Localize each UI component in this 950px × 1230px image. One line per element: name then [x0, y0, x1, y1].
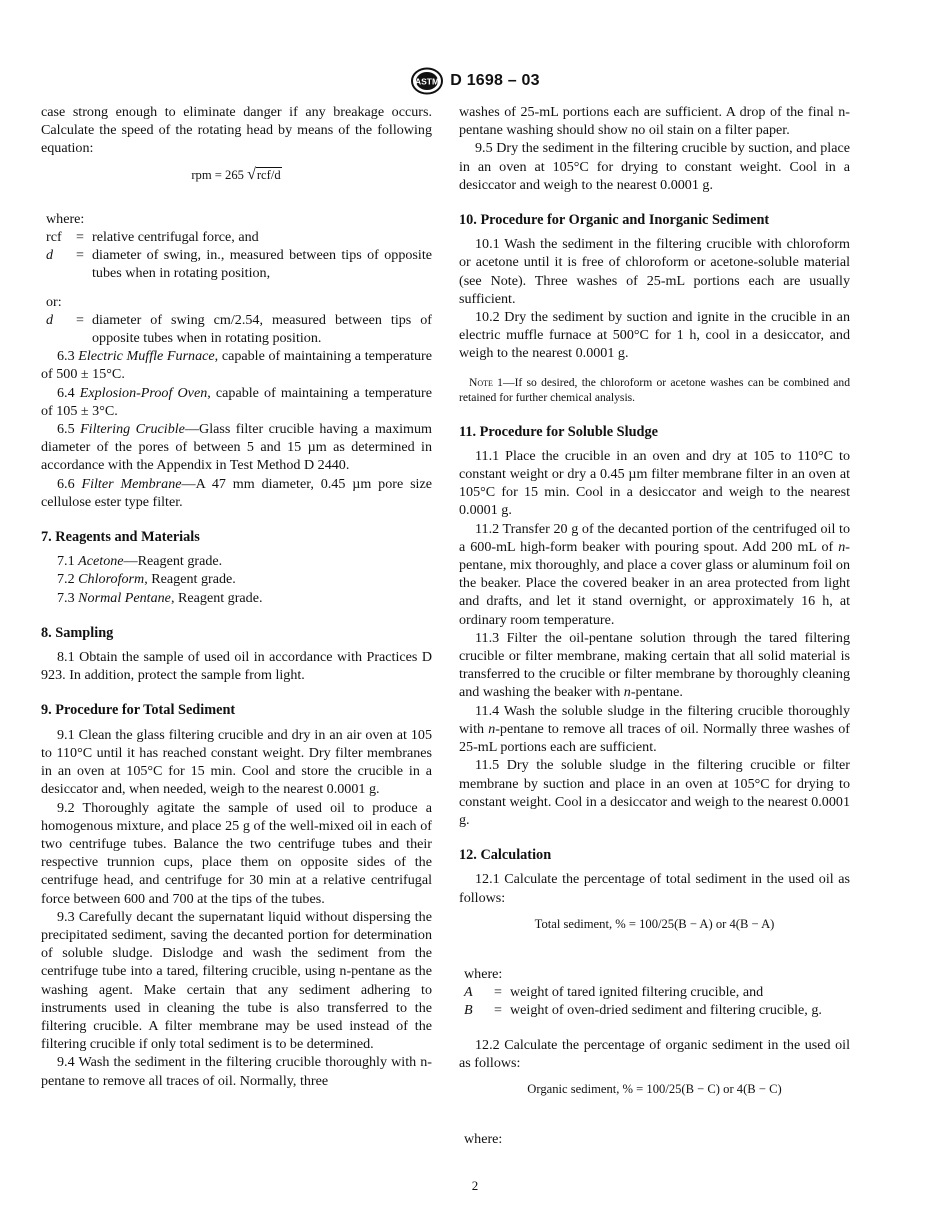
paragraph-12-1: 12.1 Calculate the percentage of total sediment in the used oil as follows:	[459, 871, 850, 906]
astm-logo-icon	[410, 67, 444, 95]
paragraph-11-2: 11.2 Transfer 20 g of the decanted portion of the centrifuged oil to a 600-mL high-form beaker with pouring spout. Add 200 mL of n-pentane, mix thoroughly, and place a cover glass or aluminum foil on the beaker. Place the covered beaker in an area protected from light and drafts, and let it stand overnight, or approximately 16 h, at ordinary room temperature.	[459, 520, 850, 628]
variable-definition: A = weight of tared ignited filtering crucible, and	[464, 984, 764, 1001]
paragraph-11-4: 11.4 Wash the soluble sludge in the filtering crucible thoroughly with n-pentane to remove all traces of oil. Normally three washes of 25-mL portions each are sufficient.	[459, 702, 850, 756]
equation-radicand: rcf/d	[256, 167, 281, 182]
paragraph-11-5: 11.5 Dry the soluble sludge in the filtering crucible or filter membrane by suction and place in an oven at 105°C for drying to constant weight. Cool in a desiccator and weigh to the nearest 0.0001 g.	[459, 757, 850, 828]
paragraph-6-6: 6.6 Filter Membrane—A 47 mm diameter, 0.45 µm pore size cellulose ester type filter.	[41, 475, 432, 510]
paragraph-7-1: 7.1 Acetone—Reagent grade.	[57, 553, 223, 570]
paragraph-12-2: 12.2 Calculate the percentage of organic sediment in the used oil as follows:	[459, 1036, 850, 1071]
paragraph-9-3: 9.3 Carefully decant the supernatant liquid without dispersing the precipitated sediment, saving the decanted portion for determination of soluble sludge. Dislodge and wash the sediment from the centrifuge tube into a tared, filtering crucible, using n-pentane as the washing agent. Make certain that any sediment adhering to instruments used in cleaning the tube is also transferred to the filtering crucible. A filter membrane may be used instead of the filtering crucible if only total sediment is to be determined.	[41, 908, 432, 1053]
paragraph-9-2: 9.2 Thoroughly agitate the sample of used oil to produce a homogenous mixture, and place 25 g of the well-mixed oil in each of two centrifuge tubes. Balance the two centrifuge tubes and their respective trunnion cups, place them on opposite sides of the centrifuge head, and centrifuge for 30 min at a relative centrifugal force between 600 and 700 at the tips of the tubes.	[41, 799, 432, 907]
paragraph-9-1: 9.1 Clean the glass filtering crucible and dry in an air oven at 105 to 110°C until it has reached constant weight. Dry filter membranes in an oven at 105°C for 15 min. Cool and store the crucible in a desiccator and, when needed, weigh to the nearest 0.0001 g.	[41, 726, 432, 798]
section-heading: 10. Procedure for Organic and Inorganic Sediment	[459, 212, 770, 229]
paragraph-9-5: 9.5 Dry the sediment in the filtering crucible by suction, and place in an oven at 105°C for drying to constant weight. Cool in a desiccator and weigh to the nearest 0.0001 g.	[459, 140, 850, 193]
variable-definition: d = diameter of swing cm/2.54, measured between tips of opposite tubes when in rotating position.	[46, 311, 432, 347]
organic-sediment-equation: Organic sediment, % = 100/25(B − C) or 4(B − C)	[527, 1081, 782, 1096]
designation: D 1698 – 03	[450, 72, 540, 89]
paragraph-8-1: 8.1 Obtain the sample of used oil in accordance with Practices D 923. In addition, protect the sample from light.	[41, 649, 432, 684]
section-heading: 12. Calculation	[459, 847, 552, 864]
where-label: where:	[464, 1131, 503, 1148]
left-column	[41, 103, 432, 1090]
where-label: where:	[46, 210, 85, 227]
logo-text: ASTM	[415, 76, 440, 87]
page-number: 2	[471, 1178, 479, 1193]
paragraph-11-1: 11.1 Place the crucible in an oven and dry at 105 to 110°C to constant weight or dry a 0.45 µm filter membrane filter in an oven at 105°C for 15 min. Cool in a desiccator and weigh to the nearest 0.0001 g.	[459, 447, 850, 519]
or-label: or:	[46, 293, 62, 310]
paragraph-7-3: 7.3 Normal Pentane, Reagent grade.	[57, 589, 263, 606]
paragraph-11-3: 11.3 Filter the oil-pentane solution through the tared filtering crucible or filter membrane, making certain that all solid material is transferred to the crucible or filter membrane by thoroughly cleaning and washing the beaker with n-pentane.	[459, 629, 850, 701]
section-heading: 7. Reagents and Materials	[41, 529, 200, 546]
paragraph-6-3: 6.3 Electric Muffle Furnace, capable of maintaining a temperature of 500 ± 15°C.	[41, 348, 432, 383]
section-heading: 11. Procedure for Soluble Sludge	[459, 423, 658, 440]
paragraph-7-2: 7.2 Chloroform, Reagent grade.	[57, 571, 236, 588]
variable-definition: B = weight of oven-dried sediment and filtering crucible, g.	[464, 1002, 822, 1019]
right-column	[459, 103, 850, 1148]
paragraph-10-1: 10.1 Wash the sediment in the filtering crucible with chloroform or acetone until it is free of chloroform or acetone-soluble material (see Note). Three washes of 25-mL portions each are usually sufficient.	[459, 236, 850, 307]
continued-text: washes of 25-mL portions each are sufficient. A drop of the final n-pentane washing should show no oil stain on a filter paper.	[459, 104, 850, 139]
paragraph-6-4: 6.4 Explosion-Proof Oven, capable of maintaining a temperature of 105 ± 3°C.	[41, 384, 432, 419]
section-heading: 8. Sampling	[41, 624, 114, 641]
paragraph-6-5: 6.5 Filtering Crucible—Glass filter crucible having a maximum diameter of the pores of between 5 and 15 µm as determined in accordance with the Appendix in Test Method D 2440.	[41, 421, 433, 474]
variable-definition: rcf = relative centrifugal force, and	[46, 229, 259, 246]
variable-definition: d = diameter of swing, in., measured between tips of opposite tubes when in rotating position,	[46, 247, 432, 282]
note-1: Note 1—If so desired, the chloroform or acetone washes can be combined and retained for further chemical analysis.	[459, 375, 850, 405]
section-heading: 9. Procedure for Total Sediment	[41, 702, 236, 719]
where-label: where:	[464, 965, 503, 982]
rpm-equation: rpm = 265 √rcf/d	[191, 165, 281, 183]
total-sediment-equation: Total sediment, % = 100/25(B − A) or 4(B − A)	[534, 916, 775, 931]
paragraph-9-4: 9.4 Wash the sediment in the filtering crucible thoroughly with n-pentane to remove all traces of oil. Normally, three	[41, 1054, 432, 1089]
paragraph-10-2: 10.2 Dry the sediment by suction and ignite in the crucible in an electric muffle furnace at 500°C for 1 h, cool in a desiccator, and weigh to the nearest 0.0001 g.	[459, 309, 850, 362]
page-header	[0, 66, 950, 96]
continued-text: case strong enough to eliminate danger if any breakage occurs. Calculate the speed of the rotating head by means of the following equation:	[41, 104, 432, 157]
